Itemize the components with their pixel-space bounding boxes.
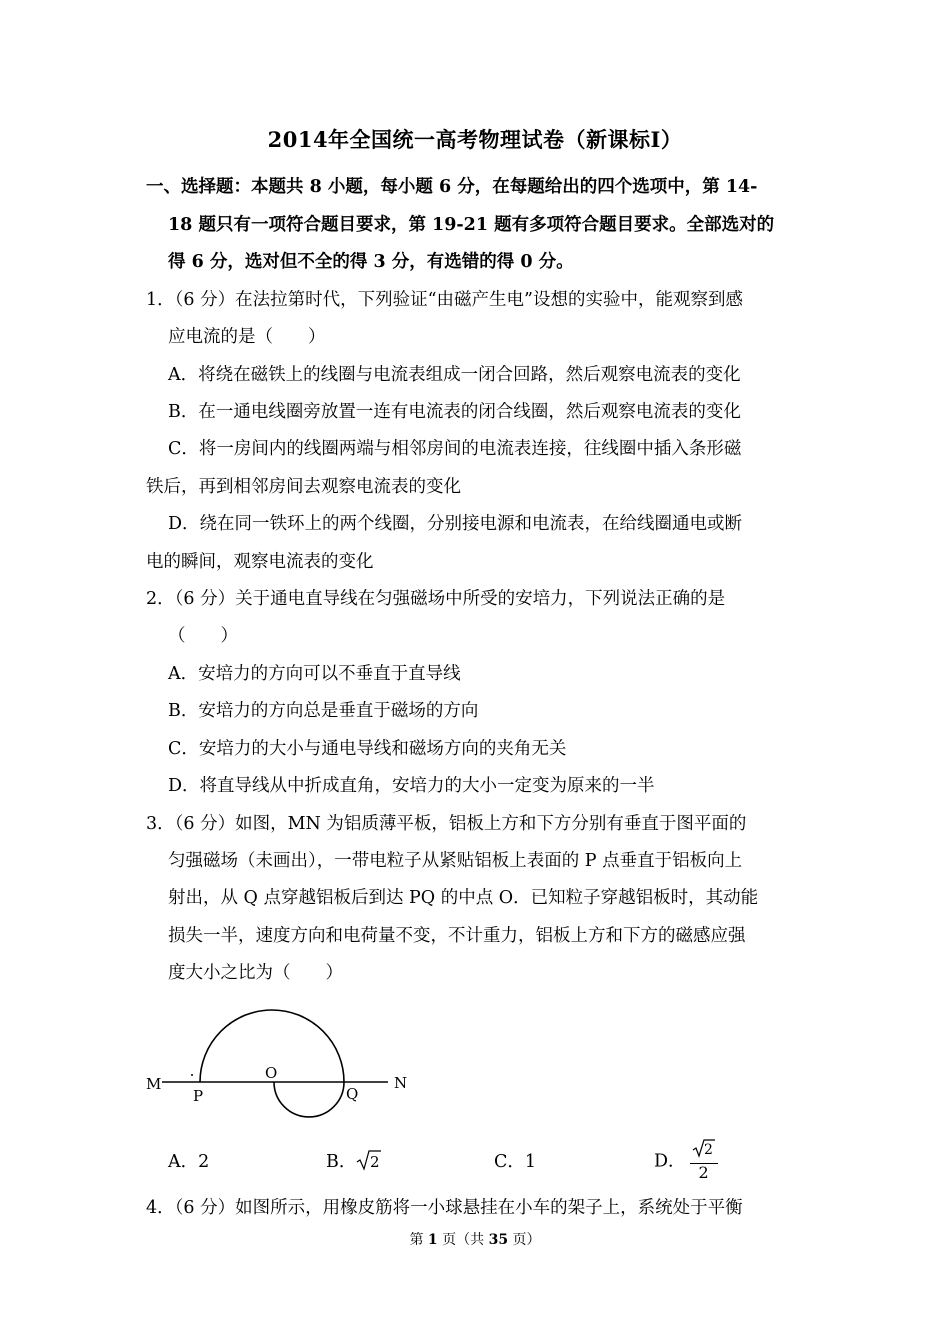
question-1-option-d-line-2: 电的瞬间，观察电流表的变化 — [146, 552, 374, 572]
question-1-stem-line-1: 1．（6 分）在法拉第时代，下列验证“由磁产生电”设想的实验中，能观察到感 — [146, 290, 743, 310]
footer-suffix: 页） — [508, 1232, 541, 1248]
label-o: O — [265, 1064, 278, 1082]
question-3-options — [168, 1144, 768, 1184]
option-d-fraction — [690, 1138, 718, 1182]
question-1-option-a: A．将绕在磁铁上的线圈与电流表组成一闭合回路，然后观察电流表的变化 — [168, 365, 741, 385]
question-1-option-c-line-1: C．将一房间内的线圈两端与相邻房间的电流表连接，往线圈中插入条形磁 — [168, 439, 742, 459]
page-title: 2014年全国统一高考物理试卷（新课标I） — [267, 127, 683, 152]
question-3-stem-line-4: 损失一半，速度方向和电荷量不变，不计重力，铝板上方和下方的磁感应强 — [168, 926, 746, 946]
question-3-stem-line-5: 度大小之比为（ ） — [168, 963, 343, 983]
question-2-stem-line-1: 2．（6 分）关于通电直导线在匀强磁场中所受的安培力，下列说法正确的是 — [146, 589, 726, 609]
question-3-option-b — [326, 1148, 382, 1176]
question-2-option-c: C．安培力的大小与通电导线和磁场方向的夹角无关 — [168, 739, 567, 759]
option-a-value: 2 — [198, 1152, 210, 1172]
question-1-option-d-line-1: D．绕在同一铁环上的两个线圈，分别接电源和电流表，在给线圈通电或断 — [168, 514, 743, 534]
label-m: M — [146, 1075, 162, 1093]
option-c-value: 1 — [524, 1152, 537, 1172]
page-footer — [0, 1229, 950, 1249]
question-2-stem-line-2: （ ） — [168, 626, 238, 646]
option-a-label: A． — [168, 1152, 199, 1172]
section-instructions-line-2: 18 题只有一项符合题目要求，第 19-21 题有多项符合题目要求。全部选对的 — [168, 215, 775, 235]
label-n: N — [394, 1074, 408, 1092]
question-4-stem-line-1: 4．（6 分）如图所示，用橡皮筋将一小球悬挂在小车的架子上，系统处于平衡 — [146, 1198, 743, 1218]
option-d-label: D． — [654, 1151, 686, 1172]
question-3-stem-line-2: 匀强磁场（未画出），一带电粒子从紧贴铝板上表面的 P 点垂直于铝板向上 — [168, 851, 743, 871]
section-instructions-line-1: 一、选择题：本题共 8 小题，每小题 6 分，在每题给出的四个选项中，第 14- — [146, 177, 758, 197]
option-b-label: B． — [326, 1152, 357, 1172]
question-2-option-a: A．安培力的方向可以不垂直于直导线 — [168, 664, 461, 684]
question-3-option-c — [494, 1148, 536, 1173]
option-d-numerator: 2 — [703, 1142, 713, 1158]
point-p-dot — [191, 1074, 193, 1076]
option-b-value: 2 — [370, 1153, 380, 1171]
question-1-option-c-line-2: 铁后，再到相邻房间去观察电流表的变化 — [146, 477, 461, 497]
question-1-stem-line-2: 应电流的是（ ） — [168, 327, 326, 347]
question-3-figure — [140, 1000, 430, 1130]
option-c-label: C． — [494, 1152, 525, 1172]
question-3-stem-line-3: 射出，从 Q 点穿越铝板后到达 PQ 的中点 O．已知粒子穿越铝板时，其动能 — [168, 888, 759, 908]
question-2-option-b: B．安培力的方向总是垂直于磁场的方向 — [168, 701, 479, 721]
footer-prefix: 第 — [409, 1232, 428, 1248]
question-2-option-d: D．将直导线从中折成直角，安培力的大小一定变为原来的一半 — [168, 776, 655, 796]
sqrt-icon — [692, 1138, 716, 1163]
footer-middle: 页（共 — [437, 1232, 489, 1248]
question-3-option-a — [168, 1148, 209, 1173]
lower-trajectory-arc — [274, 1082, 344, 1117]
question-1-option-b: B．在一通电线圈旁放置一连有电流表的闭合线圈，然后观察电流表的变化 — [168, 402, 741, 422]
question-3-option-d — [654, 1138, 718, 1182]
sqrt-icon — [356, 1149, 382, 1176]
question-3-stem-line-1: 3．（6 分）如图，MN 为铝质薄平板，铝板上方和下方分别有垂直于图平面的 — [146, 814, 747, 834]
label-q: Q — [346, 1085, 359, 1103]
section-instructions-line-3: 得 6 分，选对但不全的得 3 分，有选错的得 0 分。 — [168, 252, 574, 272]
footer-page-number: 1 — [427, 1232, 438, 1248]
footer-total-pages: 35 — [488, 1232, 509, 1248]
option-d-denominator: 2 — [698, 1163, 709, 1182]
label-p: P — [193, 1087, 204, 1105]
